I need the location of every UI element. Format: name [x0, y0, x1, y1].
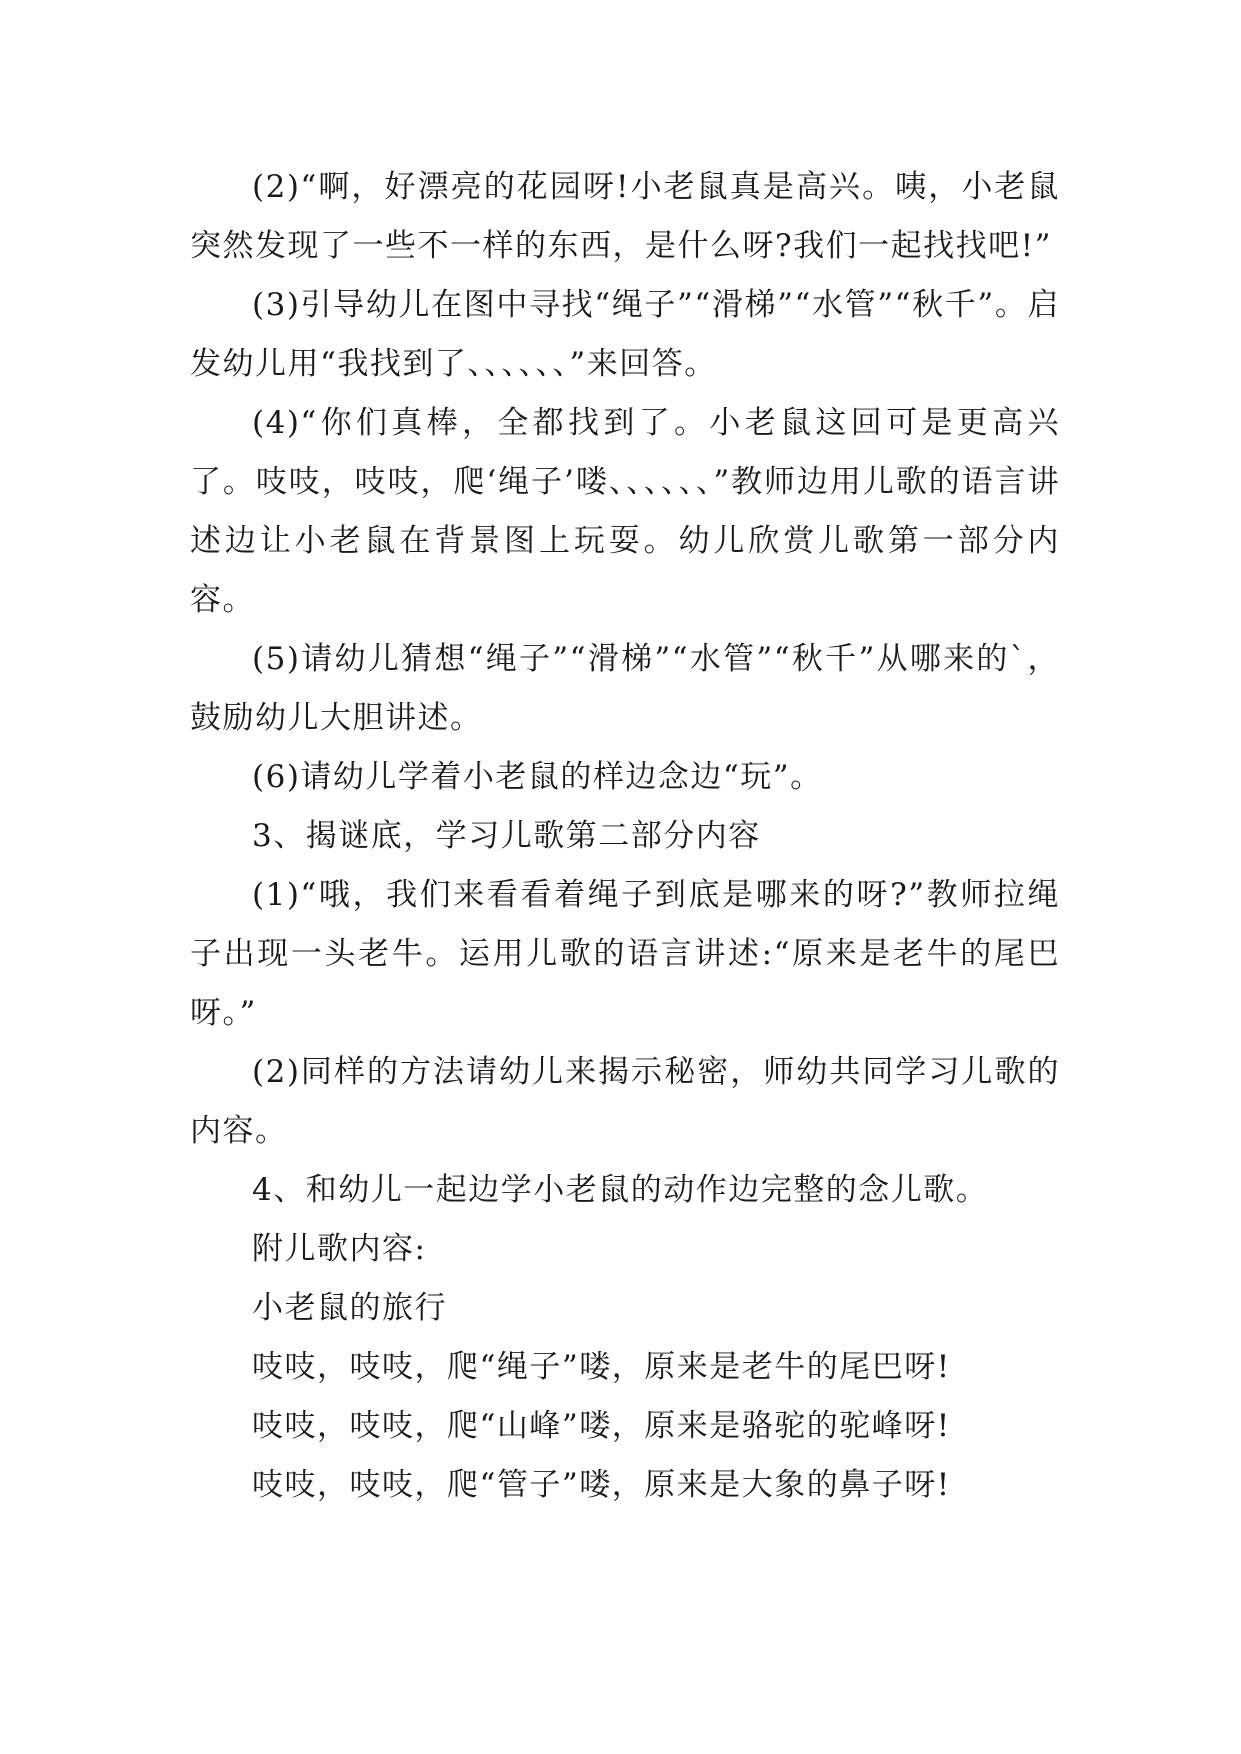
section-heading: 3、揭谜底，学习儿歌第二部分内容	[252, 818, 761, 854]
paragraph: (1)“哦，我们来看看着绳子到底是哪来的呀?”教师拉绳子出现一头老牛。运用儿歌的语言讲述:“原来是老牛的尾巴呀。”	[190, 877, 1060, 1031]
document-body	[190, 158, 1060, 1515]
song-line: 吱吱，吱吱，爬“绳子”喽，原来是老牛的尾巴呀!	[252, 1349, 951, 1385]
section-heading: 4、和幼儿一起边学小老鼠的动作边完整的念儿歌。	[252, 1172, 989, 1208]
paragraph: (4)“你们真棒，全都找到了。小老鼠这回可是更高兴了。吱吱，吱吱，爬‘绳子’喽、、、、、、”教师边用儿歌的语言讲述边让小老鼠在背景图上玩耍。幼儿欣赏儿歌第一部分内容。	[190, 405, 1060, 618]
paragraph: (6)请幼儿学着小老鼠的样边念边“玩”。	[252, 759, 823, 795]
song-line: 吱吱，吱吱，爬“山峰”喽，原来是骆驼的驼峰呀!	[252, 1408, 951, 1444]
paragraph: (2)同样的方法请幼儿来揭示秘密，师幼共同学习儿歌的内容。	[190, 1054, 1060, 1149]
song-line: 吱吱，吱吱，爬“管子”喽，原来是大象的鼻子呀!	[252, 1467, 951, 1503]
song-title: 小老鼠的旅行	[252, 1290, 447, 1326]
paragraph: (2)“啊，好漂亮的花园呀!小老鼠真是高兴。咦，小老鼠突然发现了一些不一样的东西，是什么呀?我们一起找找吧!”	[190, 169, 1060, 264]
appendix-label: 附儿歌内容:	[252, 1231, 427, 1267]
paragraph: (5)请幼儿猜想“绳子”“滑梯”“水管”“秋千”从哪来的`，鼓励幼儿大胆讲述。	[190, 641, 1060, 736]
paragraph: (3)引导幼儿在图中寻找“绳子”“滑梯”“水管”“秋千”。启发幼儿用“我找到了、、、、、、”来回答。	[190, 287, 1060, 382]
